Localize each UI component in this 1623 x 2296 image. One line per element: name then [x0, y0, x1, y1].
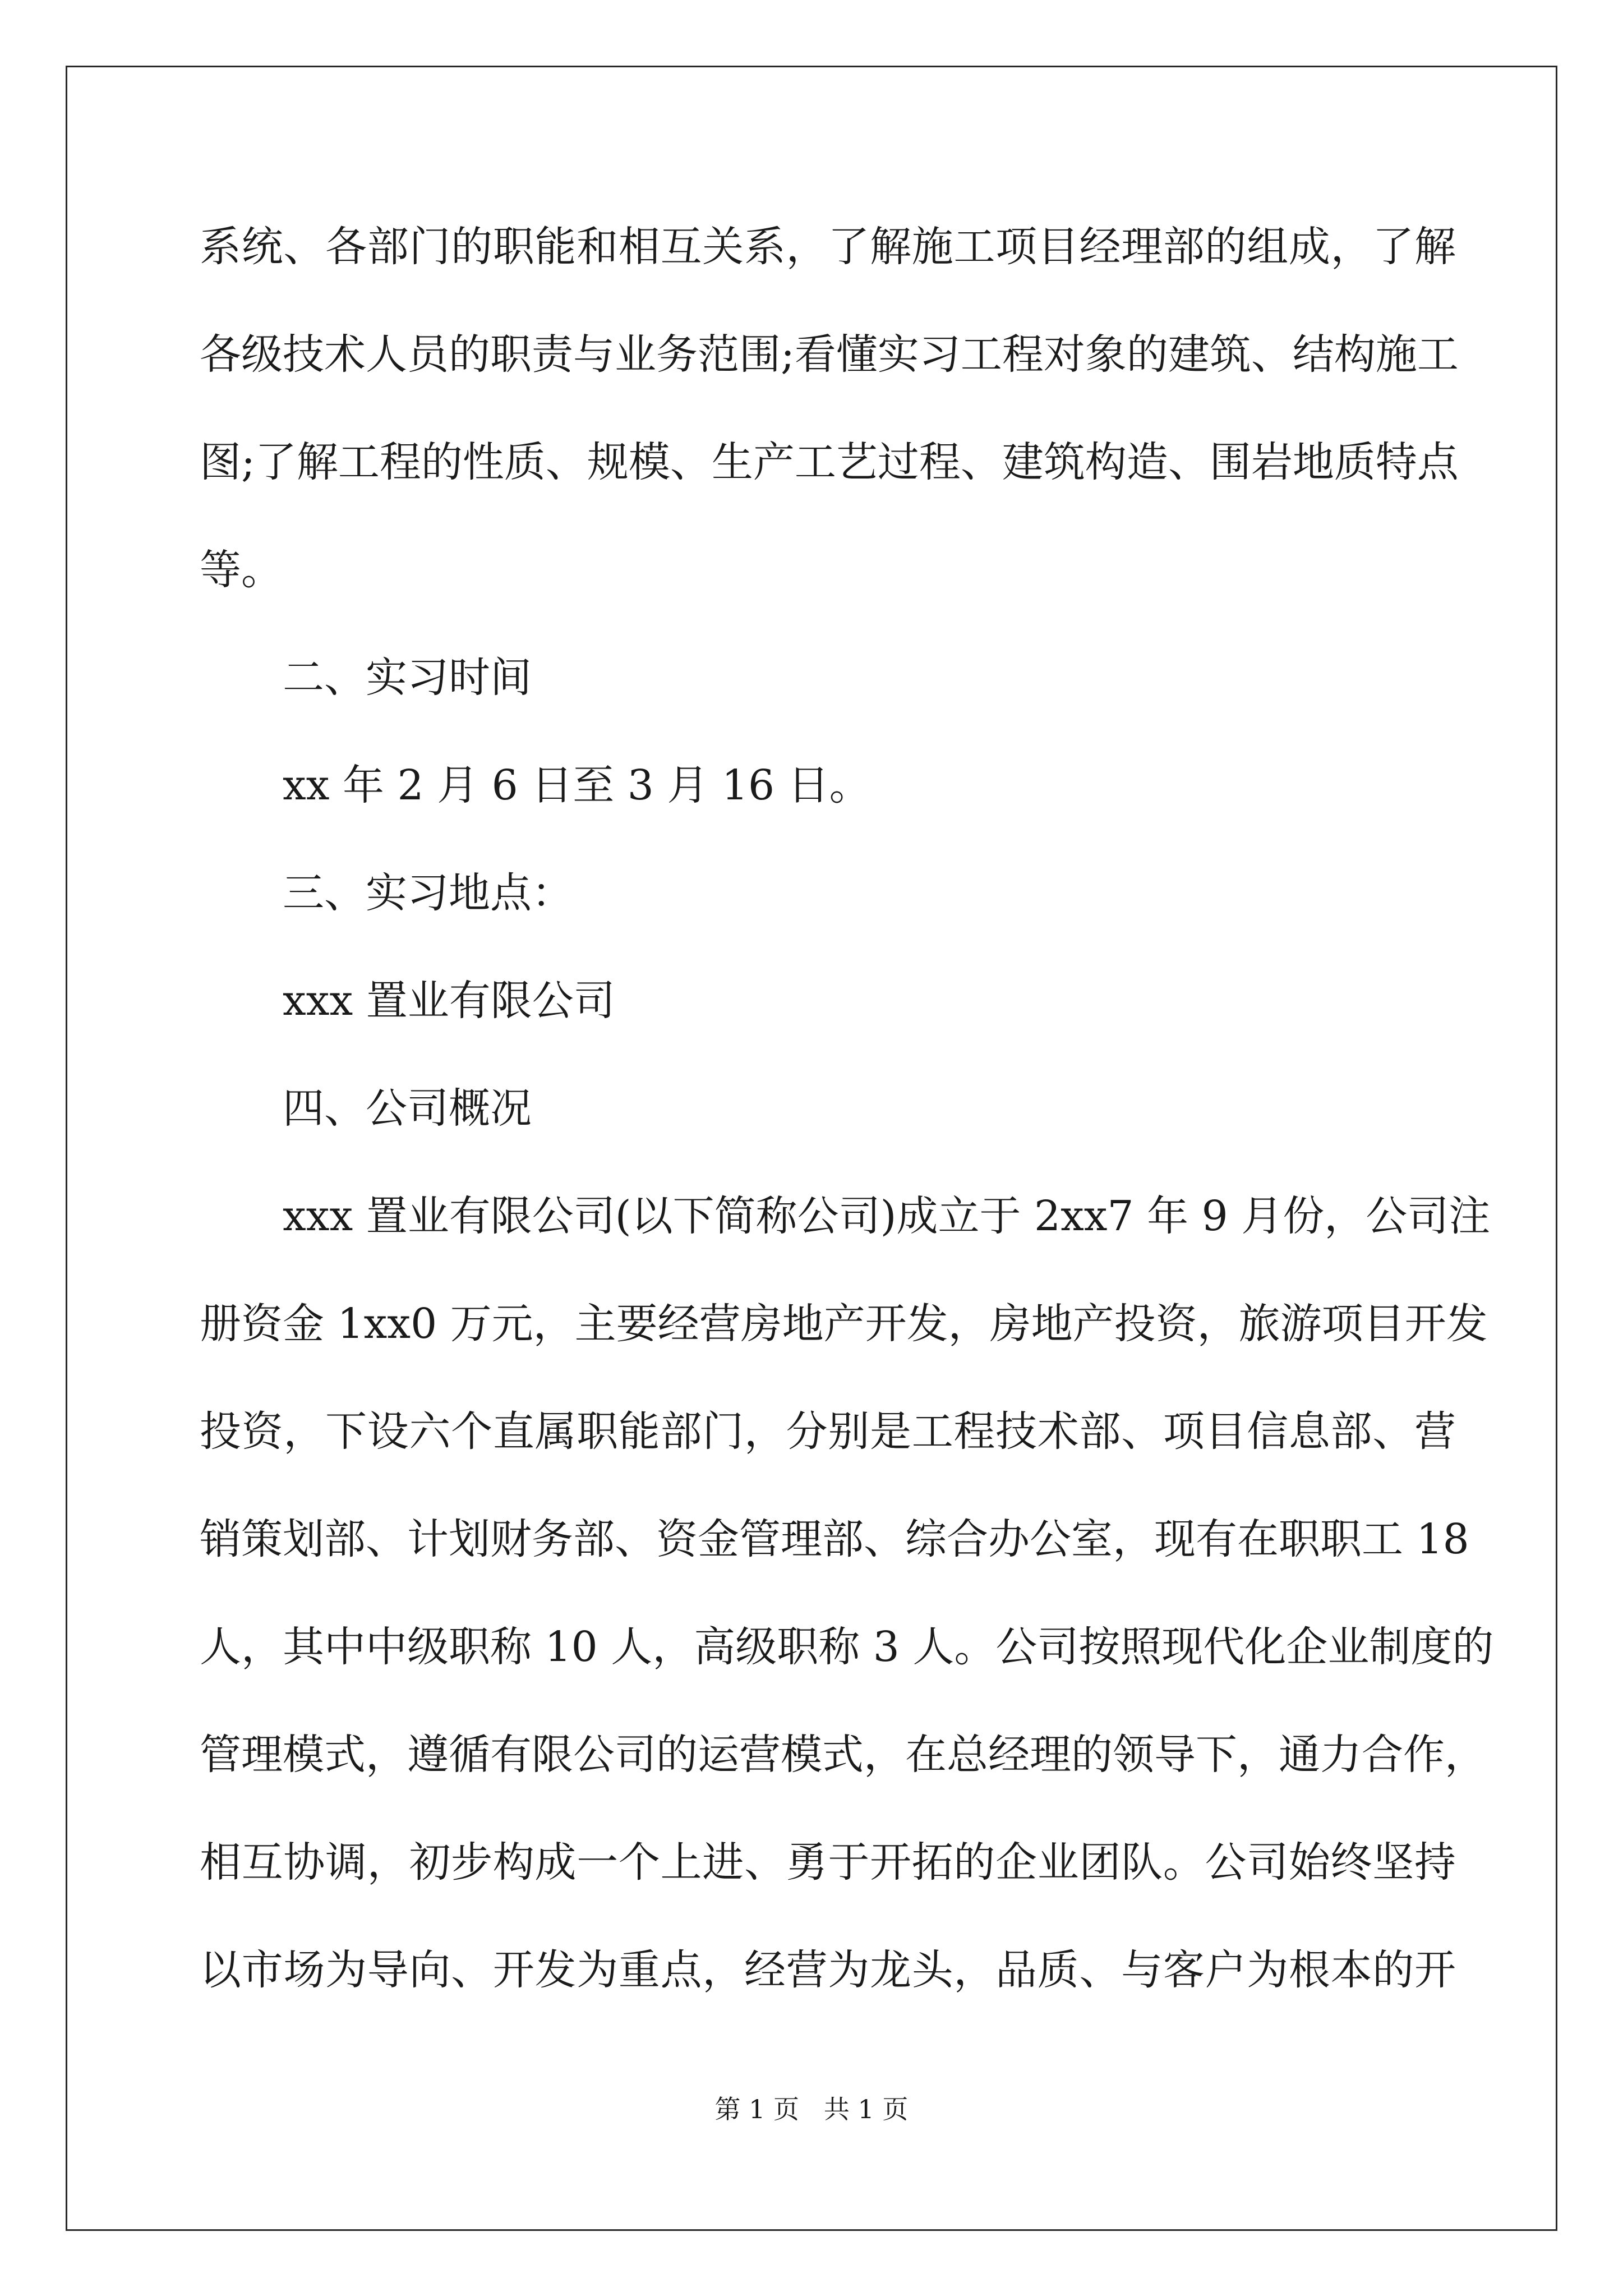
internship-dates: xx 年 2 月 6 日至 3 月 16 日。	[283, 761, 871, 809]
section-heading-location: 三、实习地点：	[283, 869, 573, 917]
section-heading-company-overview: 四、公司概况	[283, 1084, 532, 1133]
internship-company: xxx 置业有限公司	[283, 977, 615, 1025]
paragraph-line: xxx 置业有限公司(以下简称公司)成立于 2xx7 年 9 月份，公司注	[283, 1192, 1491, 1240]
document-body	[200, 213, 1494, 2044]
paragraph-line: 人，其中中级职称 10 人，高级职称 3 人。公司按照现代化企业制度的	[200, 1623, 1494, 1671]
paragraph-line: 销策划部、计划财务部、资金管理部、综合办公室，现有在职职工 18	[200, 1515, 1469, 1563]
paragraph-line: 以市场为导向、开发为重点，经营为龙头，品质、与客户为根本的开	[200, 1946, 1456, 1994]
paragraph-line: 图;了解工程的性质、规模、生产工艺过程、建筑构造、围岩地质特点	[200, 438, 1459, 486]
paragraph-line: 等。	[200, 546, 283, 594]
paragraph-line: 投资，下设六个直属职能部门，分别是工程技术部、项目信息部、营	[200, 1407, 1456, 1456]
paragraph-line: 册资金 1xx0 万元，主要经营房地产开发，房地产投资，旅游项目开发	[200, 1300, 1488, 1348]
page-footer: 第 1 页 共 1 页	[714, 2094, 909, 2124]
paragraph-line: 管理模式，遵循有限公司的运营模式，在总经理的领导下，通力合作，	[200, 1731, 1486, 1779]
paragraph-line: 相互协调，初步构成一个上进、勇于开拓的企业团队。公司始终坚持	[200, 1838, 1456, 1887]
paragraph-line: 各级技术人员的职责与业务范围;看懂实习工程对象的建筑、结构施工	[200, 330, 1459, 379]
paragraph-line: 系统、各部门的职能和相互关系，了解施工项目经理部的组成，了解	[200, 223, 1456, 271]
section-heading-time: 二、实习时间	[283, 654, 532, 702]
